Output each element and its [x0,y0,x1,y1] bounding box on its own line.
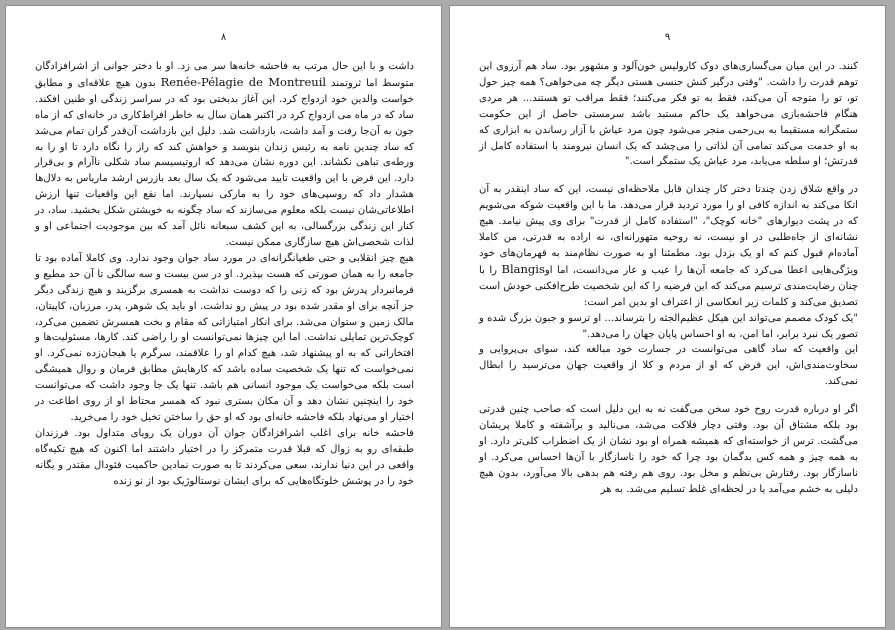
page-number: ۹ [664,32,671,43]
page-body [35,59,414,489]
paragraph: این واقعیت که ساد گاهی می‌توانست در جسارت خود مبالغه کند، سوای بی‌پروایی و سخاوت‌مندی‌اش، این فرض که او از مردم و کلا از واقعیت جهان می‌ترسید را ابطال نمی‌کند. [479,344,858,388]
paragraph-text: بدون هیچ علاقه‌ای و مطابق خواست والدین خود ازدواج کرد. این آغاز بدبختی بود که در سراسر زندگی او طنین افکند. ساد که در ماه می ازدواج کرد در اکتبر همان سال به خاطر افراط‌کاری در خانه‌ای که از ماه جون به آن‌جا رفت و آمد داشت، بازداشت شد. دلیل این بازداشت آن‌قدر گران تمام می‌شد که ساد چندین نامه به رئیس زندان بنویسد و خواهش کند که راز را نگاه دارد تا او را به ورطه‌ی تباهی نکشاند. این دوره نشان می‌دهد که اروتیسیسم ساد شکلی ناآرام و بی‌قرار دارد. این فرض با این واقعیت تایید می‌شود که یک سال بعد بازرس ارشد ماریاس به دلال‌ها هشدار داد که روسپی‌های خود را به مارکی نسپارند. اما نفع این واقعیات تنها ارزش اطلاعاتی‌شان نیست بلکه معلوم می‌سازند که ساد چگونه به خویشتن شکل بخشید. ساد، در کنار این زندگی بزرگسالی، به این کشف سبعانه نائل آمد که بین موجودیت اجتماعی او و لذات شخصی‌اش هیچ سازگاری ممکن نیست. [35,77,414,248]
right-page [449,5,886,628]
latin-name: Blangis [501,261,545,276]
latin-name: Renée-Pélagie de Montreuil [160,74,327,89]
page-number: ۸ [220,32,227,43]
left-page [5,5,442,628]
paragraph-text: را با چنان رضایت‌مندی ترسیم می‌کند که این فرضیه را که این شخصیت طرح‌افکنی خودش است تصدیق می‌کند و کلمات زیر انعکاسی از اعتراف او بدین امر است: [479,264,858,308]
paragraph: اگر او درباره قدرت روح خود سخن می‌گفت نه به این دلیل است که صاحب چنین قدرتی بود بلکه مشتاق آن بود. وقتی دچار فلاکت می‌شد، می‌نالید و برآشفته و کاملا پریشان می‌گشت. ترس از خواسته‌ای که همیشه همراه او بود نشان از یک اضطراب کلی‌تر دارد. او به همه چیز و همه کس بدگمان بود چرا که خود را ناسازگار با آن‌ها احساس می‌کرد. او ناسازگار بود. رفتارش بی‌نظم و مخل بود. روی هم رفته هم بدهی بالا می‌آورد، بدون هیچ دلیلی به خشم می‌آمد یا در لحظه‌ای غلط تسلیم می‌شد. به هر [479,404,858,495]
page-body [479,59,858,498]
paragraph [479,182,858,310]
paragraph: کنند. در این میان می‌گساری‌های دوک کارولیس خون‌آلود و مشهور بود. ساد هم آرزوی این توهم قدرت را داشت. "وقتی درگیر کنش جنسی هستی دیگر چه می‌خواهی؟ همه چیز حول تو، تو را متوجه آن می‌کند، فقط به تو فکر می‌کنند؛ فقط مراقب تو هستند... هر مردی هنگام فاحشه‌بازی می‌خواهد یک حاکم مستبد باشد سرمستی حاصل از این حکومت ستمگرانه مستقیما به بی‌رحمی منجر می‌شود چون مرد عیاش با آزار رساندن به ابزاری که به او خدمت می‌کند تمامی آن لذاتی را می‌چشد که یک انسان نیرومند با استفاده کامل از قدرتش؛ او سلطه می‌یابد، مرد عیاش یک ستمگر است." [479,61,858,168]
paragraph: فاحشه خانه برای اغلب اشرافزادگان جوان آن دوران یک رویای متداول بود. فرزندان طبقه‌ای رو به زوال که قبلا قدرت متمرکز را در اختیار داشتند اما اکنون که هیچ تکیه‌گاه واقعی در این دنیا ندارند، سعی می‌کردند تا به صورت نمادین حاکمیت فئودال مقتدر و یگانه خود را در پوشش خلوتگاه‌هایی که برای ایشان نوستالوژیک بود از نو زنده [35,427,414,487]
paragraph: "یک کودک مصمم می‌تواند این هیکل عظیم‌الجثه را بترساند... او ترسو و جبون بزرگ شده و تصور یک نبرد برابر، اما امن، به او احساس پایان جهان را می‌دهد." [479,312,858,340]
paragraph-text: داشت و با این حال مرتب به فاحشه خانه‌ها سر می زد. او با دختر جوانی از اشرافزادگان متوسط اما ثروتمند [35,61,414,89]
paragraph [35,59,414,251]
paragraph-text: در واقع شلاق زدن چندتا دختر کار چندان قابل ملاحظه‌ای نیست، این که ساد اینقدر به آن اتکا می‌کند به اندازه کافی او را مورد تردید قرار می‌دهد. ما با این واقعیت شوکه می‌شویم که در پشت دیوارهای "خانه کوچک"، "استفاده کامل از قدرت" برای وی پیش نیامد. هیچ نشانه‌ای از جاه‌طلبی در او نیست، نه روحیه متهورانه‌ای، نه اراده به قدرتی، من کاملا آماده‌ام قبول کنم که او یک بزدل بود. مطمئنا او به صورت نظام‌مند به قهرمان‌های خود ویژگی‌هایی اعطا می‌کرد که جامعه آن‌ها را عیب و عار می‌دانست، اما او [479,184,859,276]
paragraph: هیچ چیز انقلابی و حتی طغیانگرانه‌ای در مورد ساد جوان وجود ندارد. وی کاملا آماده بود تا جامعه را به همان صورتی که هست بپذیرد. او در سن بیست و سه سالگی تا آن حد مطیع و فرمانبردار پدرش بود که زنی را که دوست نداشت به همسری برگزیند و هیچ زندگی دیگر جز آنچه برای او مقدر شده بود در پیش رو نداشت. او باید یک شوهر، پدر، مرزبان، کاپیتان، مالک زمین و ستوان می‌شد. برای انکار امتیازاتی که مقام و بخت همسرش تضمین می‌کرد، کوچک‌ترین تمایلی نداشت. اما این چیزها نمی‌توانست او را راضی کند. کارها، مسئولیت‌ها و افتخاراتی که به او پیشنهاد شد، هیچ کدام او را علاقمند، سرگرم یا هیجان‌زده نمی‌کرد. او نمی‌خواست که تنها یک شخصیت ساده باشد که کارهایش مطابق فرمان و روال همیشگی است بلکه می‌خواست یک موجود انسانی هم باشد. تنها یک جا وجود داشت که می‌توانست خود را اینچنین نشان دهد و آن مکان بستری نبود که همسر محتاط او از روی اطاعت در اختیار او می‌نهاد بلکه فاحشه خانه‌ای بود که او حق را ساختن تخیل خود را می‌خرید. [35,252,414,423]
